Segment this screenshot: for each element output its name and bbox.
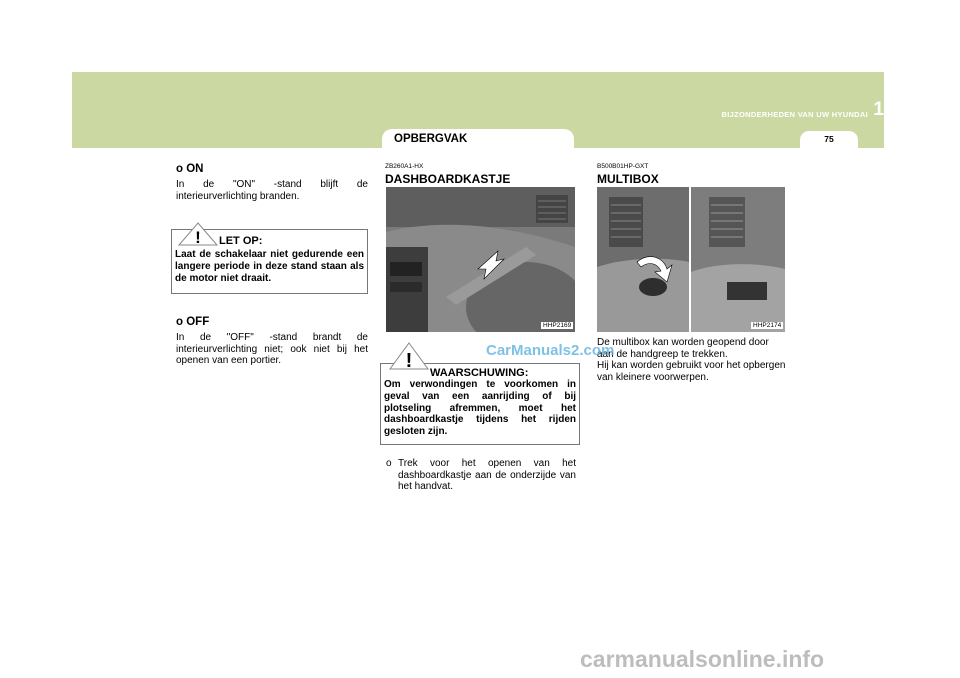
multibox-heading: MULTIBOX	[597, 172, 659, 186]
on-text: In de "ON" -stand blijft de interieurverlichting branden.	[176, 179, 368, 202]
multibox-text-line1: De multibox kan worden geopend door aan de handgreep te trekken.	[597, 337, 769, 360]
watermark-carmanuals2: CarManuals2.com	[486, 342, 615, 359]
caution-box	[171, 229, 368, 294]
list-item-text: Trek voor het openen van het dashboardkastje aan de onderzijde van het handvat.	[398, 458, 576, 493]
chapter-number: 1	[873, 99, 884, 120]
left-column	[176, 163, 368, 202]
warning-triangle-icon	[389, 342, 429, 370]
multibox-caption: HHP2174	[753, 322, 782, 329]
off-heading: o OFF	[176, 316, 210, 328]
caution-text: Laat de schakelaar niet gedurende een langere periode in deze stand staan als de motor niet draait.	[175, 249, 364, 284]
section-title: OPBERGVAK	[394, 133, 468, 145]
multibox-photo	[597, 187, 785, 332]
glovebox-caption: HHP2169	[543, 322, 572, 329]
list-marker: o	[386, 458, 392, 469]
right-column-header	[597, 163, 787, 186]
page-number: 75	[824, 134, 834, 144]
glovebox-illustration	[386, 187, 575, 332]
middle-column-header	[385, 163, 575, 186]
glovebox-instruction	[386, 458, 576, 493]
watermark-carmanualsonline: carmanualsonline.info	[580, 646, 825, 672]
svg-text:!: !	[195, 228, 201, 246]
multibox-text	[597, 337, 787, 383]
warning-triangle-icon	[178, 222, 218, 246]
on-heading: o ON	[176, 163, 204, 175]
caution-title: LET OP:	[219, 235, 263, 247]
dashboardkastje-heading: DASHBOARDKASTJE	[385, 172, 511, 186]
multibox-illustration	[597, 187, 785, 332]
warning-title: WAARSCHUWING:	[430, 367, 529, 379]
off-section	[176, 316, 368, 367]
off-text: In de "OFF" -stand brandt de interieurverlichting niet; ook niet bij het openen van een portier.	[176, 332, 368, 367]
glovebox-photo	[386, 187, 575, 332]
section-code: ZB260A1-HX	[385, 163, 424, 170]
chapter-title: BIJZONDERHEDEN VAN UW HYUNDAI	[721, 110, 868, 119]
warning-box	[380, 350, 580, 445]
svg-text:!: !	[405, 350, 413, 370]
warning-text: Om verwondingen te voorkomen in geval van een aanrijding of bij plotseling afremmen, moet het dashboardkastje tijdens het rijden gesloten zijn.	[384, 379, 576, 438]
multibox-text-line2: Hij kan worden gebruikt voor het opbergen van kleinere voorwerpen.	[597, 360, 786, 383]
section-code: B500B01HP-GXT	[597, 163, 649, 170]
